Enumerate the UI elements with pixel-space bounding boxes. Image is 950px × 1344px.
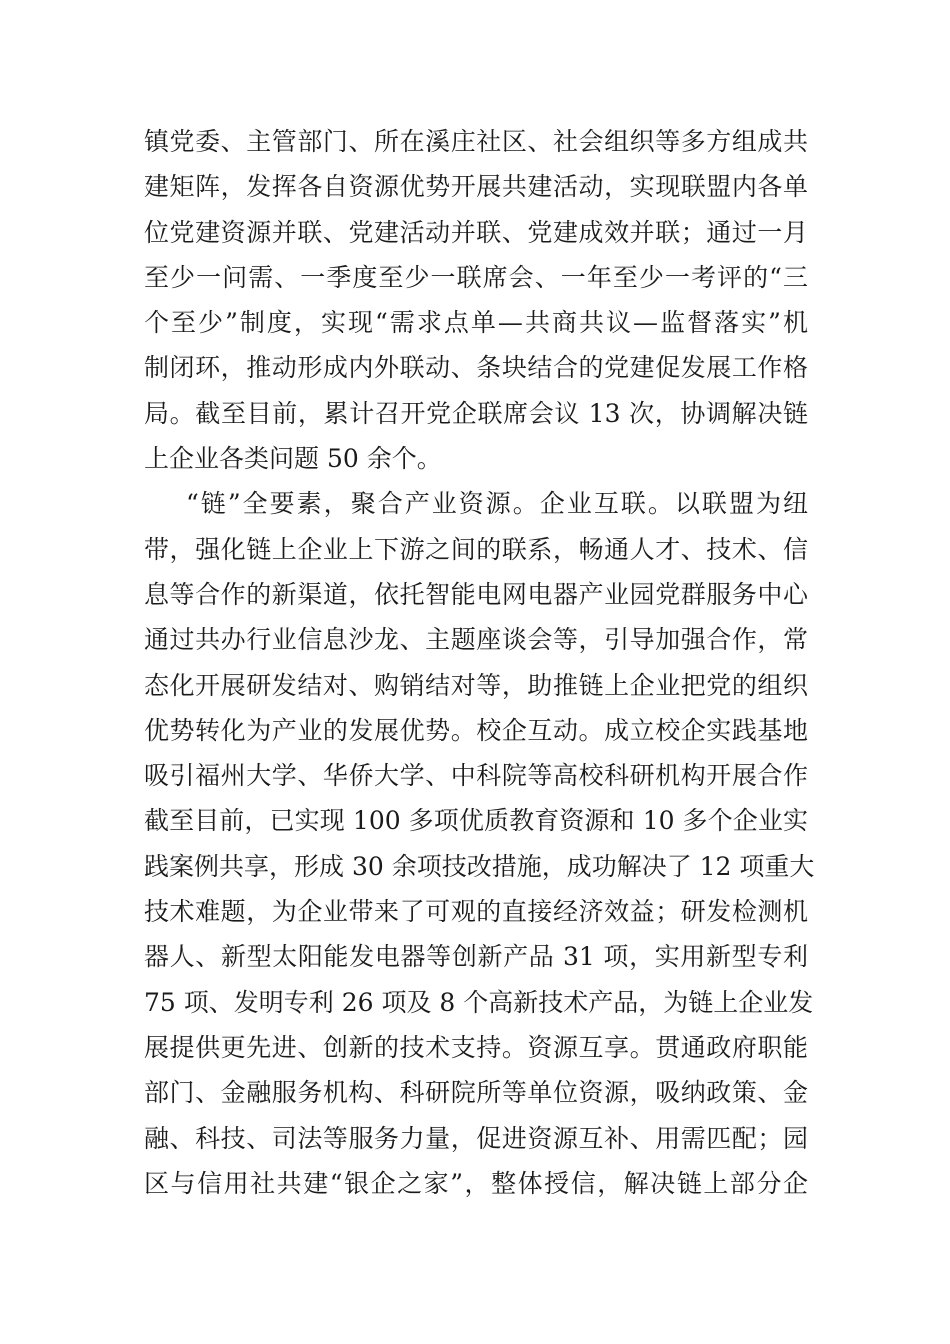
text-line-18: 技术难题，为企业带来了可观的直接经济效益；研发检测机	[144, 897, 808, 927]
text-line-21: 展提供更先进、创新的技术支持。资源互享。贯通政府职能	[144, 1032, 808, 1062]
text-line-10: 带，强化链上企业上下游之间的联系，畅通人才、技术、信	[144, 534, 808, 564]
text-line-20: 75 项、发明专利 26 项及 8 个高新技术产品，为链上企业发	[144, 987, 814, 1017]
text-line-16: 截至目前，已实现 100 多项优质教育资源和 10 多个企业实	[144, 806, 808, 836]
text-line-13: 态化开展研发结对、购销结对等，助推链上企业把党的组织	[144, 670, 808, 700]
text-line-7: 局。截至目前，累计召开党企联席会议 13 次，协调解决链	[144, 398, 808, 428]
body-text	[144, 119, 815, 1206]
text-line-22: 部门、金融服务机构、科研院所等单位资源，吸纳政策、金	[144, 1078, 808, 1108]
text-line-12: 通过共办行业信息沙龙、主题座谈会等，引导加强合作，常	[144, 625, 808, 655]
text-line-2: 建矩阵，发挥各自资源优势开展共建活动，实现联盟内各单	[144, 172, 808, 202]
text-line-6: 制闭环，推动形成内外联动、条块结合的党建促发展工作格	[144, 353, 808, 383]
text-line-11: 息等合作的新渠道，依托智能电网电器产业园党群服务中心	[144, 579, 808, 609]
text-line-5: 个至少”制度，实现“需求点单—共商共议—监督落实”机	[144, 308, 808, 338]
text-line-24: 区与信用社共建“银企之家”，整体授信，解决链上部分企	[144, 1168, 808, 1198]
text-line-14: 优势转化为产业的发展优势。校企互动。成立校企实践基地	[144, 715, 808, 745]
text-line-17: 践案例共享，形成 30 余项技改措施，成功解决了 12 项重大	[144, 851, 815, 881]
text-line-1: 镇党委、主管部门、所在溪庄社区、社会组织等多方组成共	[144, 127, 808, 156]
text-line-8: 上企业各类问题 50 余个。	[144, 444, 442, 474]
text-line-4: 至少一问需、一季度至少一联席会、一年至少一考评的“三	[144, 262, 808, 292]
text-line-3: 位党建资源并联、党建活动并联、党建成效并联；通过一月	[144, 217, 808, 247]
text-line-15: 吸引福州大学、华侨大学、中科院等高校科研机构开展合作	[144, 761, 808, 791]
text-line-19: 器人、新型太阳能发电器等创新产品 31 项，实用新型专利	[144, 942, 808, 972]
paragraph-start-line: “链”全要素，聚合产业资源。企业互联。以联盟为纽	[186, 489, 808, 519]
text-line-23: 融、科技、司法等服务力量，促进资源互补、用需匹配；园	[144, 1123, 808, 1153]
